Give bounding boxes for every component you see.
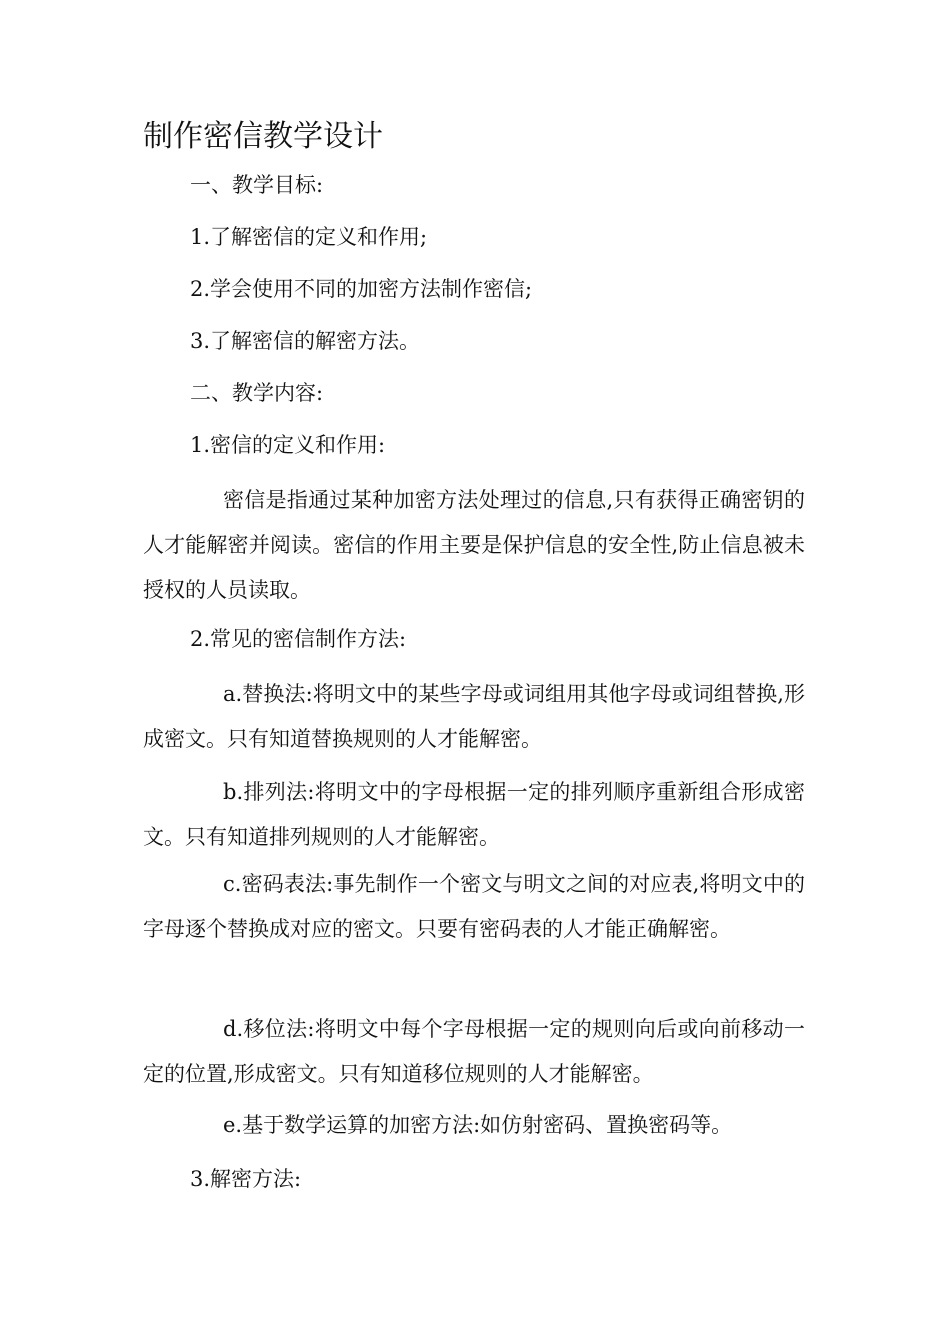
goal-item-2: 2.学会使用不同的加密方法制作密信; xyxy=(190,277,533,301)
method-e: e.基于数学运算的加密方法:如仿射密码、置换密码等。 xyxy=(223,1113,733,1137)
section-heading-content: 二、教学内容: xyxy=(190,381,324,405)
document-title: 制作密信教学设计 xyxy=(143,119,383,154)
content-item-2-heading: 2.常见的密信制作方法: xyxy=(190,627,407,651)
method-a: a.替换法:将明文中的某些字母或词组用其他字母或词组替换,形成密文。只有知道替换规则的人才能解密。 xyxy=(143,682,805,751)
content-item-1-body: 密信是指通过某种加密方法处理过的信息,只有获得正确密钥的人才能解密并阅读。密信的作用主要是保护信息的安全性,防止信息被未授权的人员读取。 xyxy=(143,488,805,602)
content-item-1-heading: 1.密信的定义和作用: xyxy=(190,433,386,457)
method-b: b.排列法:将明文中的字母根据一定的排列顺序重新组合形成密文。只有知道排列规则的人才能解密。 xyxy=(143,780,805,849)
goal-item-1: 1.了解密信的定义和作用; xyxy=(190,225,428,249)
method-c: c.密码表法:事先制作一个密文与明文之间的对应表,将明文中的字母逐个替换成对应的密文。只要有密码表的人才能正确解密。 xyxy=(143,872,805,941)
section-heading-goals: 一、教学目标: xyxy=(190,173,324,197)
method-d: d.移位法:将明文中每个字母根据一定的规则向后或向前移动一定的位置,形成密文。只有知道移位规则的人才能解密。 xyxy=(143,1017,805,1086)
goal-item-3: 3.了解密信的解密方法。 xyxy=(190,329,421,353)
content-item-3-heading: 3.解密方法: xyxy=(190,1167,302,1191)
